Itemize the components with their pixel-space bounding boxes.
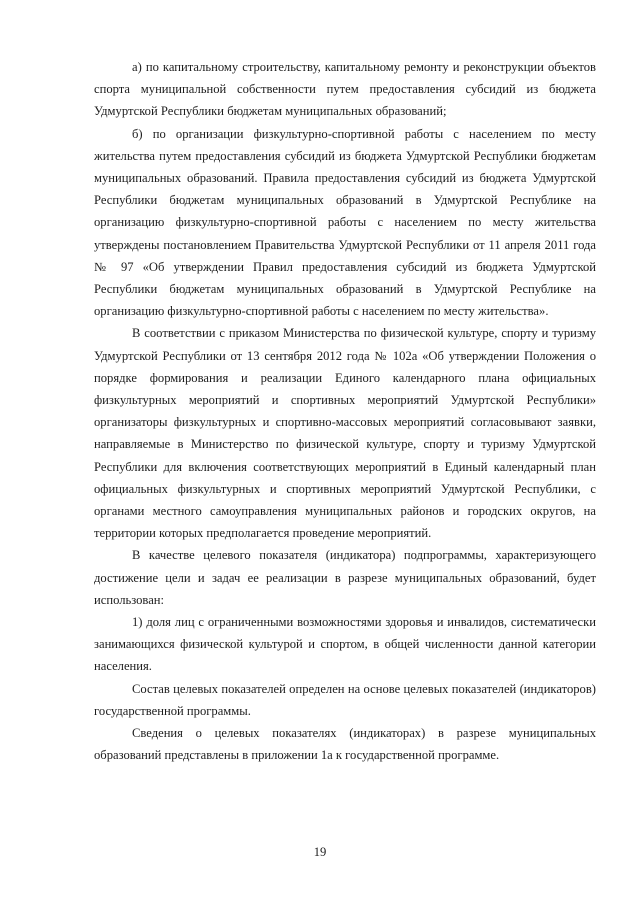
paragraph-indicators-composition: Состав целевых показателей определен на основе целевых показателей (индикаторов) государственной программы. (94, 681, 596, 718)
paragraph-indicator-1: 1) доля лиц с ограниченными возможностями здоровья и инвалидов, систематически занимающихся физической культурой и спортом, в общей численности данной категории населения. (94, 615, 596, 674)
paragraph-item-b: б) по организации физкультурно-спортивной работы с населением по месту жительства путем предоставления субсидий из бюджета Удмуртской Республики бюджетам муниципальных образований. Правила предоставления субсидий из бюджета Удмуртской Республики бюджетам муниципальных образований в Удмуртской Республике на организацию физкультурно-спортивной работы с населением по месту жительства утверждены постановлением Правительства Удмуртской Республики от 11 апреля 2011 года № 97 «Об утверждении Правил предоставления субсидий из бюджета Удмуртской Республики бюджетам муниципальных образований в Удмуртской Республике на организацию физкультурно-спортивной работы с населением по месту жительства». (94, 126, 596, 319)
paragraph-item-a: а) по капитальному строительству, капитальному ремонту и реконструкции объектов спорта муниципальной собственности путем предоставления субсидий из бюджета Удмуртской Республики бюджетам муниципальных образований; (94, 60, 596, 119)
paragraph-calendar-plan: В соответствии с приказом Министерства по физической культуре, спорту и туризму Удмуртской Республики от 13 сентября 2012 года № 102а «Об утверждении Положения о порядке формирования и реализации Единого календарного плана официальных физкультурных мероприятий и спортивных мероприятий Удмуртской Республики» организаторы физкультурных и спортивно-массовых мероприятий согласовывают заявки, направляемые в Министерство по физической культуре, спорту и туризму Удмуртской Республики для включения соответствующих мероприятий в Единый календарный план официальных физкультурных и спортивных мероприятий Удмуртской Республики, с органами местного самоуправления муниципальных районов и городских округов, на территории которых предполагается проведение мероприятий. (94, 326, 596, 541)
page-number: 19 (313, 845, 327, 859)
paragraph-target-indicator: В качестве целевого показателя (индикатора) подпрограммы, характеризующего достижение цели и задач ее реализации в разрезе муниципальных образований, будет использован: (94, 548, 596, 607)
document-body (94, 56, 596, 767)
paragraph-appendix-reference: Сведения о целевых показателях (индикаторах) в разрезе муниципальных образований представлены в приложении 1а к государственной программе. (94, 726, 596, 763)
